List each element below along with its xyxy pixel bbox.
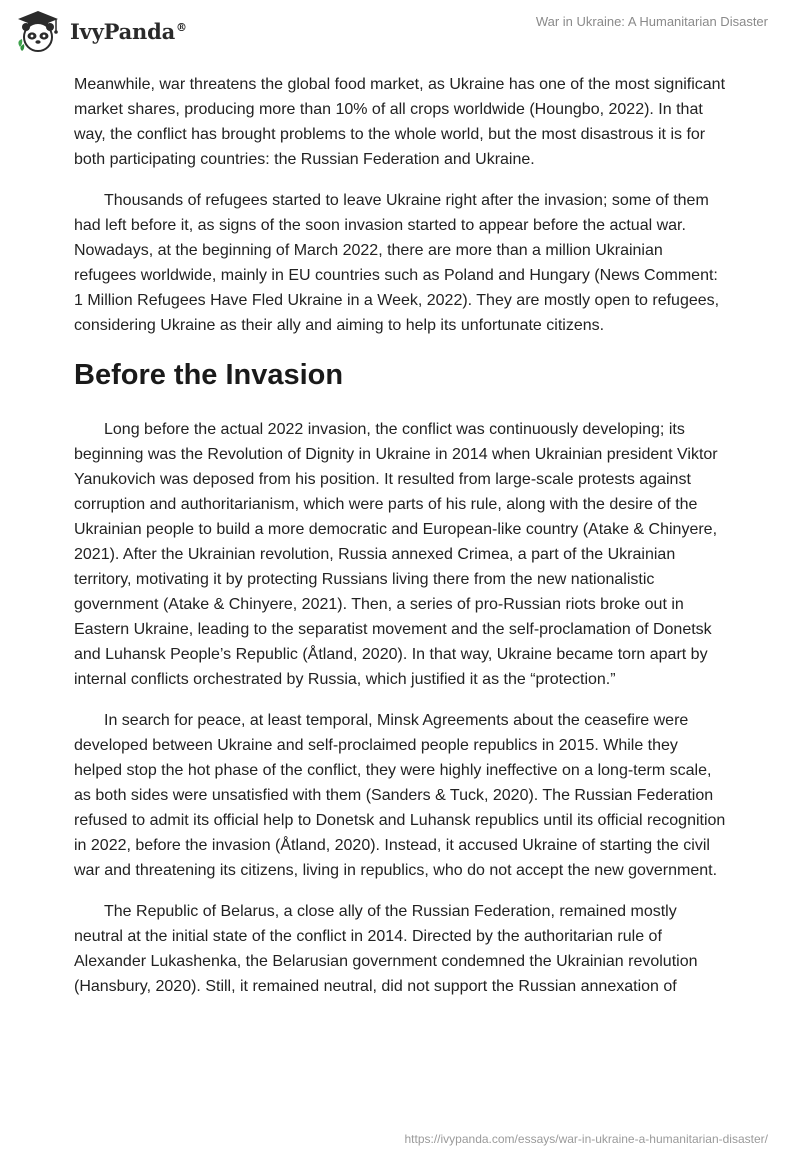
logo[interactable] xyxy=(14,9,187,53)
source-url[interactable]: https://ivypanda.com/essays/war-in-ukraine-a-humanitarian-disaster/ xyxy=(404,1132,768,1146)
brand-name: IvyPanda® xyxy=(70,18,187,44)
paragraph: Thousands of refugees started to leave Ukraine right after the invasion; some of them had left before it, as signs of the soon invasion started to appear before the actual war. Nowadays, at the beginning of March 2022, there are more than a million Ukrainian refugees worldwide, mainly in EU countries such as Poland and Hungary (News Comment: 1 Million Refugees Have Fled Ukraine in a Week, 2022). They are mostly open to refugees, considering Ukraine as their ally and aiming to help its unfortunate citizens. xyxy=(74,192,720,334)
paragraph: Long before the actual 2022 invasion, the conflict was continuously developing; its beginning was the Revolution of Dignity in Ukraine in 2014 when Ukrainian president Viktor Yanukovich was deposed from his position. It resulted from large-scale protests against corruption and authoritarianism, which were parts of his rule, along with the desire of the Ukrainian people to build a more democratic and European-like country (Atake & Chinyere, 2021). After the Ukrainian revolution, Russia annexed Crimea, a part of the Ukrainian territory, motivating it by protecting Russians living there from the new nationalistic government (Atake & Chinyere, 2021). Then, a series of pro-Russian riots broke out in Eastern Ukraine, leading to the separatist movement and the self-proclamation of Donetsk and Luhansk People’s Republic (Åtland, 2020). In that way, Ukraine became torn apart by internal conflicts orchestrated by Russia, which justified it as the “protection.” xyxy=(74,421,718,688)
paragraph: In search for peace, at least temporal, Minsk Agreements about the ceasefire were developed between Ukraine and self-proclaimed people republics in 2015. While they helped stop the hot phase of the conflict, they were highly ineffective on a long-term scale, as both sides were unsatisfied with them (Sanders & Tuck, 2020). The Russian Federation refused to admit its official help to Donetsk and Luhansk republics until its official recognition in 2022, before the invasion (Åtland, 2020). Instead, it accused Ukraine of starting the civil war and threatening its citizens, living in republics, who do not accept the new government. xyxy=(74,712,726,879)
paragraph: Meanwhile, war threatens the global food market, as Ukraine has one of the most significant market shares, producing more than 10% of all crops worldwide (Houngbo, 2022). In that way, the conflict has brought problems to the whole world, but the most disastrous it is for both participating countries: the Russian Federation and Ukraine. xyxy=(74,76,726,168)
page-header xyxy=(0,0,800,62)
paragraph: The Republic of Belarus, a close ally of the Russian Federation, remained mostly neutral at the initial state of the conflict in 2014. Directed by the authoritarian rule of Alexander Lukashenka, the Belarusian government condemned the Ukrainian revolution (Hansbury, 2020). Still, it remained neutral, did not support the Russian annexation of xyxy=(74,903,698,995)
section-heading: Before the Invasion xyxy=(74,359,344,391)
running-title: War in Ukraine: A Humanitarian Disaster xyxy=(535,14,768,29)
panda-logo-icon xyxy=(14,9,62,53)
essay-content xyxy=(74,72,726,1015)
